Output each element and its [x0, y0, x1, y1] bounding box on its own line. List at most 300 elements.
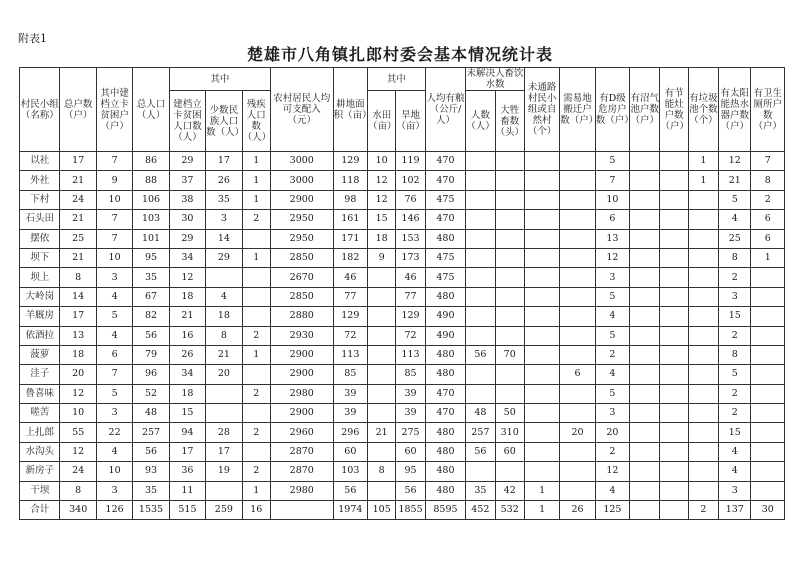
- table-cell: [688, 268, 718, 287]
- table-cell: 12: [595, 248, 629, 267]
- table-cell: [660, 171, 688, 190]
- table-cell: 2: [719, 384, 751, 403]
- table-cell: [524, 190, 559, 209]
- table-cell: 3: [719, 481, 751, 500]
- table-cell: 1: [242, 345, 270, 364]
- table-cell: [688, 287, 718, 306]
- table-cell: 8: [719, 248, 751, 267]
- table-cell: [560, 326, 595, 345]
- table-cell: [495, 190, 524, 209]
- table-cell: 38: [169, 190, 205, 209]
- table-cell: [751, 384, 785, 403]
- table-cell: 2670: [270, 268, 333, 287]
- table-cell: [466, 326, 495, 345]
- table-cell: [660, 501, 688, 520]
- table-cell: [524, 404, 559, 423]
- table-cell: [524, 152, 559, 171]
- table-cell: 56: [133, 326, 169, 345]
- table-cell: 1974: [333, 501, 367, 520]
- table-cell: 1: [242, 248, 270, 267]
- table-cell: 18: [60, 345, 96, 364]
- table-cell: [688, 326, 718, 345]
- table-cell: 3: [206, 210, 242, 229]
- table-cell: 88: [133, 171, 169, 190]
- table-cell: 515: [169, 501, 205, 520]
- table-cell: 7: [751, 152, 785, 171]
- table-row: [20, 248, 785, 267]
- header-energy-stove: 有节能灶户数（户）: [660, 68, 688, 152]
- table-row: [20, 210, 785, 229]
- table-cell: 17: [169, 442, 205, 461]
- village-name-cell: 洼子: [20, 365, 60, 384]
- table-cell: 103: [133, 210, 169, 229]
- table-cell: 34: [169, 248, 205, 267]
- table-cell: 5: [595, 152, 629, 171]
- table-cell: 20: [206, 365, 242, 384]
- table-cell: 129: [333, 152, 367, 171]
- header-income: 农村居民人均可支配入（元）: [270, 68, 333, 152]
- table-cell: 129: [333, 307, 367, 326]
- table-cell: 11: [169, 481, 205, 500]
- table-cell: 72: [396, 326, 425, 345]
- table-cell: [630, 462, 660, 481]
- table-cell: 21: [719, 171, 751, 190]
- table-cell: 470: [425, 152, 465, 171]
- table-cell: 8: [60, 268, 96, 287]
- table-cell: [560, 190, 595, 209]
- header-poor-households: 其中建档立卡贫困户（户）: [96, 68, 132, 152]
- statistics-table: [19, 67, 785, 520]
- table-cell: 21: [60, 171, 96, 190]
- table-cell: 21: [206, 345, 242, 364]
- table-cell: 12: [60, 384, 96, 403]
- village-name-cell: 干坝: [20, 481, 60, 500]
- table-cell: 56: [466, 442, 495, 461]
- table-cell: 16: [169, 326, 205, 345]
- table-cell: [660, 248, 688, 267]
- header-relocation: 需易地搬迁户数（户）: [560, 68, 595, 152]
- table-cell: 1: [242, 481, 270, 500]
- table-cell: 8: [719, 345, 751, 364]
- table-cell: [560, 384, 595, 403]
- table-cell: [466, 365, 495, 384]
- table-cell: 2850: [270, 287, 333, 306]
- table-cell: [206, 384, 242, 403]
- table-cell: 1: [751, 248, 785, 267]
- table-cell: [466, 384, 495, 403]
- table-cell: [688, 307, 718, 326]
- table-cell: [524, 326, 559, 345]
- table-cell: 3: [96, 268, 132, 287]
- table-row: [20, 229, 785, 248]
- table-cell: [630, 404, 660, 423]
- table-cell: 296: [333, 423, 367, 442]
- table-cell: 470: [425, 171, 465, 190]
- table-row: [20, 190, 785, 209]
- table-cell: 4: [96, 326, 132, 345]
- table-cell: 56: [333, 481, 367, 500]
- table-cell: 452: [466, 501, 495, 520]
- table-cell: 4: [96, 287, 132, 306]
- table-cell: 4: [595, 307, 629, 326]
- table-cell: 2: [595, 345, 629, 364]
- table-cell: 480: [425, 481, 465, 500]
- header-village: 村民小组（名称）: [20, 68, 60, 152]
- table-cell: 1535: [133, 501, 169, 520]
- table-cell: [524, 462, 559, 481]
- table-cell: 310: [495, 423, 524, 442]
- village-name-cell: 石头田: [20, 210, 60, 229]
- table-cell: [660, 462, 688, 481]
- table-cell: [751, 442, 785, 461]
- table-cell: 56: [466, 345, 495, 364]
- table-cell: [630, 345, 660, 364]
- table-cell: 12: [368, 190, 396, 209]
- table-cell: 1: [688, 152, 718, 171]
- table-cell: 3: [719, 287, 751, 306]
- header-garbage-pool: 有垃圾池个数（个）: [688, 68, 718, 152]
- table-cell: [751, 462, 785, 481]
- table-cell: 6: [595, 210, 629, 229]
- table-cell: [524, 268, 559, 287]
- table-cell: 35: [133, 481, 169, 500]
- table-cell: 25: [60, 229, 96, 248]
- table-cell: 85: [396, 365, 425, 384]
- table-cell: 275: [396, 423, 425, 442]
- village-name-cell: 摆依: [20, 229, 60, 248]
- table-cell: 2960: [270, 423, 333, 442]
- table-cell: 12: [595, 462, 629, 481]
- table-cell: 2870: [270, 442, 333, 461]
- table-cell: 96: [133, 365, 169, 384]
- table-cell: [242, 287, 270, 306]
- table-cell: [630, 423, 660, 442]
- table-cell: 10: [96, 190, 132, 209]
- table-cell: 60: [333, 442, 367, 461]
- table-cell: 480: [425, 345, 465, 364]
- table-cell: 16: [242, 501, 270, 520]
- table-cell: [660, 229, 688, 248]
- table-row: [20, 481, 785, 500]
- table-cell: [524, 365, 559, 384]
- table-cell: [751, 268, 785, 287]
- village-name-cell: 坝上: [20, 268, 60, 287]
- table-cell: 2900: [270, 345, 333, 364]
- table-cell: 70: [495, 345, 524, 364]
- table-cell: 137: [719, 501, 751, 520]
- table-cell: [660, 442, 688, 461]
- table-cell: [630, 152, 660, 171]
- table-cell: 20: [560, 423, 595, 442]
- table-cell: [660, 345, 688, 364]
- header-population: 总人口（人）: [133, 68, 169, 152]
- table-cell: [560, 229, 595, 248]
- table-cell: [495, 287, 524, 306]
- table-cell: [660, 307, 688, 326]
- table-cell: 95: [133, 248, 169, 267]
- table-cell: 4: [719, 442, 751, 461]
- table-cell: 6: [751, 229, 785, 248]
- table-cell: 2950: [270, 229, 333, 248]
- document-title: 楚雄市八角镇扎郎村委会基本情况统计表: [246, 45, 553, 64]
- table-cell: 2: [595, 442, 629, 461]
- table-cell: [560, 268, 595, 287]
- table-cell: 4: [719, 462, 751, 481]
- table-cell: 56: [133, 442, 169, 461]
- table-cell: [688, 423, 718, 442]
- table-cell: [242, 229, 270, 248]
- table-cell: 129: [396, 307, 425, 326]
- table-cell: 29: [169, 152, 205, 171]
- header-water-livestock: 大牲畜数（头）: [495, 91, 524, 152]
- table-cell: 55: [60, 423, 96, 442]
- table-cell: 86: [133, 152, 169, 171]
- table-row: [20, 423, 785, 442]
- table-row: [20, 462, 785, 481]
- table-cell: 18: [206, 307, 242, 326]
- table-cell: 34: [169, 365, 205, 384]
- table-cell: [242, 404, 270, 423]
- table-cell: 475: [425, 248, 465, 267]
- table-cell: [630, 326, 660, 345]
- table-cell: [660, 423, 688, 442]
- village-name-cell: 新房子: [20, 462, 60, 481]
- table-row: [20, 152, 785, 171]
- table-cell: [242, 365, 270, 384]
- table-cell: 480: [425, 423, 465, 442]
- table-cell: [524, 229, 559, 248]
- table-cell: 26: [206, 171, 242, 190]
- table-cell: [688, 229, 718, 248]
- table-cell: [368, 345, 396, 364]
- table-cell: 146: [396, 210, 425, 229]
- table-cell: [495, 171, 524, 190]
- table-cell: 8: [60, 481, 96, 500]
- table-cell: [688, 481, 718, 500]
- table-cell: 6: [560, 365, 595, 384]
- village-name-cell: 以社: [20, 152, 60, 171]
- table-cell: 6: [96, 345, 132, 364]
- table-cell: 20: [595, 423, 629, 442]
- table-cell: 17: [60, 307, 96, 326]
- table-cell: [688, 442, 718, 461]
- table-cell: 19: [206, 462, 242, 481]
- table-cell: 2850: [270, 248, 333, 267]
- table-cell: 77: [333, 287, 367, 306]
- table-cell: [524, 210, 559, 229]
- table-cell: [368, 365, 396, 384]
- table-cell: 101: [133, 229, 169, 248]
- table-cell: [368, 268, 396, 287]
- table-cell: [751, 287, 785, 306]
- table-cell: 3: [595, 268, 629, 287]
- table-cell: 21: [169, 307, 205, 326]
- table-cell: 22: [96, 423, 132, 442]
- table-cell: 125: [595, 501, 629, 520]
- table-cell: [630, 268, 660, 287]
- village-name-cell: 水沟头: [20, 442, 60, 461]
- table-cell: 2: [719, 404, 751, 423]
- table-row: [20, 384, 785, 403]
- village-name-cell: 坝下: [20, 248, 60, 267]
- table-cell: 4: [96, 442, 132, 461]
- table-cell: 340: [60, 501, 96, 520]
- table-cell: [466, 462, 495, 481]
- village-name-cell: 嗟苦: [20, 404, 60, 423]
- table-cell: 39: [333, 404, 367, 423]
- table-cell: 29: [206, 248, 242, 267]
- table-cell: [630, 442, 660, 461]
- table-cell: 14: [60, 287, 96, 306]
- table-cell: 30: [169, 210, 205, 229]
- table-cell: [751, 345, 785, 364]
- table-cell: 5: [96, 384, 132, 403]
- table-cell: [495, 210, 524, 229]
- table-cell: 5: [595, 287, 629, 306]
- village-name-cell: 菠萝: [20, 345, 60, 364]
- header-group-land: 其中: [368, 68, 426, 91]
- table-cell: 25: [719, 229, 751, 248]
- table-cell: [524, 248, 559, 267]
- table-cell: 113: [396, 345, 425, 364]
- table-row: [20, 404, 785, 423]
- table-cell: 161: [333, 210, 367, 229]
- table-cell: [368, 307, 396, 326]
- table-row: [20, 365, 785, 384]
- table-cell: [660, 404, 688, 423]
- table-cell: 98: [333, 190, 367, 209]
- table-cell: 1: [242, 152, 270, 171]
- header-minority-population: 少数民族人口数（人）: [206, 91, 242, 152]
- header-water-people: 人数（人）: [466, 91, 495, 152]
- table-cell: [524, 345, 559, 364]
- table-cell: 13: [595, 229, 629, 248]
- table-cell: 2: [688, 501, 718, 520]
- table-cell: 5: [719, 190, 751, 209]
- table-cell: 173: [396, 248, 425, 267]
- table-cell: 35: [133, 268, 169, 287]
- table-cell: 4: [206, 287, 242, 306]
- table-cell: [466, 229, 495, 248]
- table-cell: [630, 210, 660, 229]
- table-cell: 106: [133, 190, 169, 209]
- table-cell: 35: [466, 481, 495, 500]
- table-cell: [206, 481, 242, 500]
- table-cell: 7: [96, 365, 132, 384]
- table-cell: 1: [242, 171, 270, 190]
- table-cell: 20: [60, 365, 96, 384]
- table-cell: 15: [719, 423, 751, 442]
- village-name-cell: 羊厩房: [20, 307, 60, 326]
- table-cell: 480: [425, 287, 465, 306]
- table-cell: [466, 152, 495, 171]
- table-cell: [660, 268, 688, 287]
- header-group-population: 其中: [169, 68, 270, 91]
- table-cell: 470: [425, 210, 465, 229]
- table-cell: [560, 307, 595, 326]
- table-row: [20, 171, 785, 190]
- table-cell: 171: [333, 229, 367, 248]
- table-cell: [688, 462, 718, 481]
- table-cell: 21: [60, 248, 96, 267]
- table-cell: 3: [595, 404, 629, 423]
- table-cell: 18: [368, 229, 396, 248]
- table-cell: [206, 268, 242, 287]
- table-cell: [688, 365, 718, 384]
- table-cell: [524, 287, 559, 306]
- header-group-water: 未解决人畜饮水数: [466, 68, 524, 90]
- table-cell: [630, 229, 660, 248]
- table-cell: 2: [242, 326, 270, 345]
- table-cell: 3: [96, 404, 132, 423]
- table-cell: [495, 307, 524, 326]
- table-cell: 17: [206, 152, 242, 171]
- table-cell: 119: [396, 152, 425, 171]
- table-cell: 52: [133, 384, 169, 403]
- table-cell: 475: [425, 190, 465, 209]
- table-cell: [368, 404, 396, 423]
- table-cell: [466, 248, 495, 267]
- table-cell: 3000: [270, 171, 333, 190]
- table-cell: [688, 190, 718, 209]
- table-cell: 72: [333, 326, 367, 345]
- table-cell: [368, 481, 396, 500]
- table-cell: 490: [425, 326, 465, 345]
- table-cell: 2: [242, 423, 270, 442]
- table-cell: 2: [242, 210, 270, 229]
- table-cell: [660, 365, 688, 384]
- table-cell: 10: [368, 152, 396, 171]
- table-cell: [242, 442, 270, 461]
- table-cell: 94: [169, 423, 205, 442]
- table-cell: [270, 501, 333, 520]
- table-cell: 24: [60, 190, 96, 209]
- table-cell: [495, 326, 524, 345]
- table-body: [20, 152, 785, 520]
- table-cell: 9: [96, 171, 132, 190]
- table-cell: 39: [396, 384, 425, 403]
- table-row: [20, 345, 785, 364]
- table-cell: [495, 268, 524, 287]
- table-cell: [560, 404, 595, 423]
- table-cell: [560, 248, 595, 267]
- table-cell: 6: [751, 210, 785, 229]
- table-cell: 5: [96, 307, 132, 326]
- table-cell: 17: [60, 152, 96, 171]
- table-cell: [688, 210, 718, 229]
- table-cell: 2980: [270, 481, 333, 500]
- table-cell: [368, 442, 396, 461]
- table-cell: [660, 190, 688, 209]
- table-row: [20, 326, 785, 345]
- table-cell: [560, 152, 595, 171]
- table-cell: 2: [751, 190, 785, 209]
- table-cell: 475: [425, 268, 465, 287]
- table-cell: 103: [333, 462, 367, 481]
- table-cell: 21: [368, 423, 396, 442]
- table-row: [20, 442, 785, 461]
- table-cell: 50: [495, 404, 524, 423]
- table-cell: 7: [96, 210, 132, 229]
- table-cell: 14: [206, 229, 242, 248]
- table-cell: 2900: [270, 190, 333, 209]
- table-cell: 480: [425, 442, 465, 461]
- header-no-road: 未通路村民小组或自然村（个）: [524, 68, 559, 152]
- table-cell: [466, 287, 495, 306]
- village-name-cell: 上扎郎: [20, 423, 60, 442]
- table-cell: [688, 345, 718, 364]
- table-cell: [560, 287, 595, 306]
